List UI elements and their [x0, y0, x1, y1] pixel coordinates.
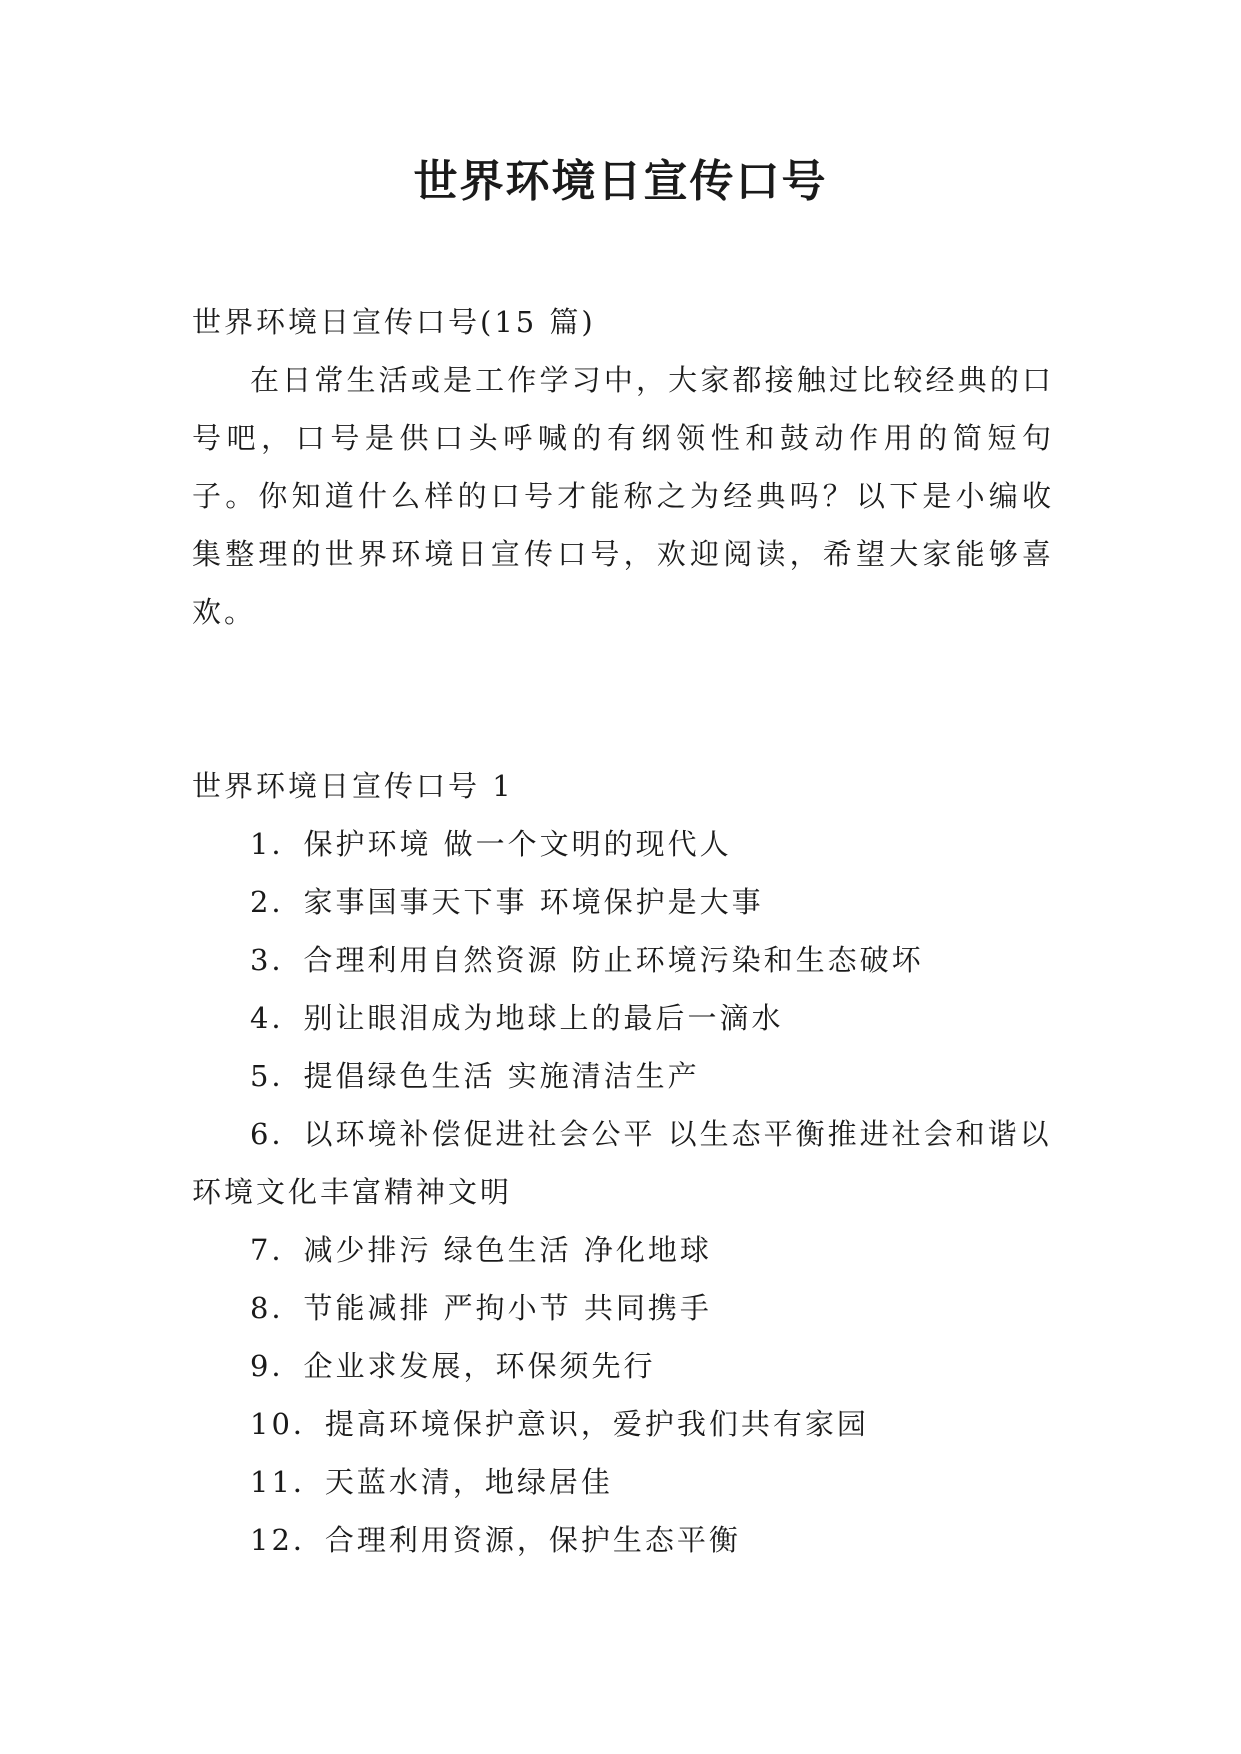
slogan-item: 7．减少排污 绿色生活 净化地球 — [250, 1233, 712, 1267]
document-title: 世界环境日宣传口号 — [413, 156, 828, 207]
section-spacer — [192, 641, 1054, 757]
slogan-item: 8．节能减排 严拘小节 共同携手 — [250, 1291, 712, 1325]
slogan-item: 9．企业求发展，环保须先行 — [250, 1349, 656, 1383]
slogan-item: 5．提倡绿色生活 实施清洁生产 — [250, 1059, 700, 1093]
slogan-item: 4．别让眼泪成为地球上的最后一滴水 — [250, 1001, 784, 1035]
slogan-item: 2．家事国事天下事 环境保护是大事 — [250, 885, 764, 919]
slogan-item: 3．合理利用自然资源 防止环境污染和生态破坏 — [250, 943, 924, 977]
slogan-list — [192, 815, 1054, 1569]
intro-paragraph: 在日常生活或是工作学习中，大家都接触过比较经典的口号吧，口号是供口头呼喊的有纲领性和鼓动作用的简短句子。你知道什么样的口号才能称之为经典吗？以下是小编收集整理的世界环境日宣传口号，欢迎阅读，希望大家能够喜欢。 — [192, 363, 1054, 629]
slogan-item: 12．合理利用资源，保护生态平衡 — [250, 1523, 741, 1557]
slogan-item: 1．保护环境 做一个文明的现代人 — [250, 827, 732, 861]
slogan-item: 11．天蓝水清，地绿居佳 — [250, 1465, 613, 1499]
document-subtitle: 世界环境日宣传口号(15 篇) — [192, 305, 596, 339]
slogan-item: 6．以环境补偿促进社会公平 以生态平衡推进社会和谐以环境文化丰富精神文明 — [192, 1117, 1052, 1209]
slogan-item: 10．提高环境保护意识，爱护我们共有家园 — [250, 1407, 869, 1441]
section-heading: 世界环境日宣传口号 1 — [192, 769, 514, 803]
document-body — [192, 293, 1054, 1569]
